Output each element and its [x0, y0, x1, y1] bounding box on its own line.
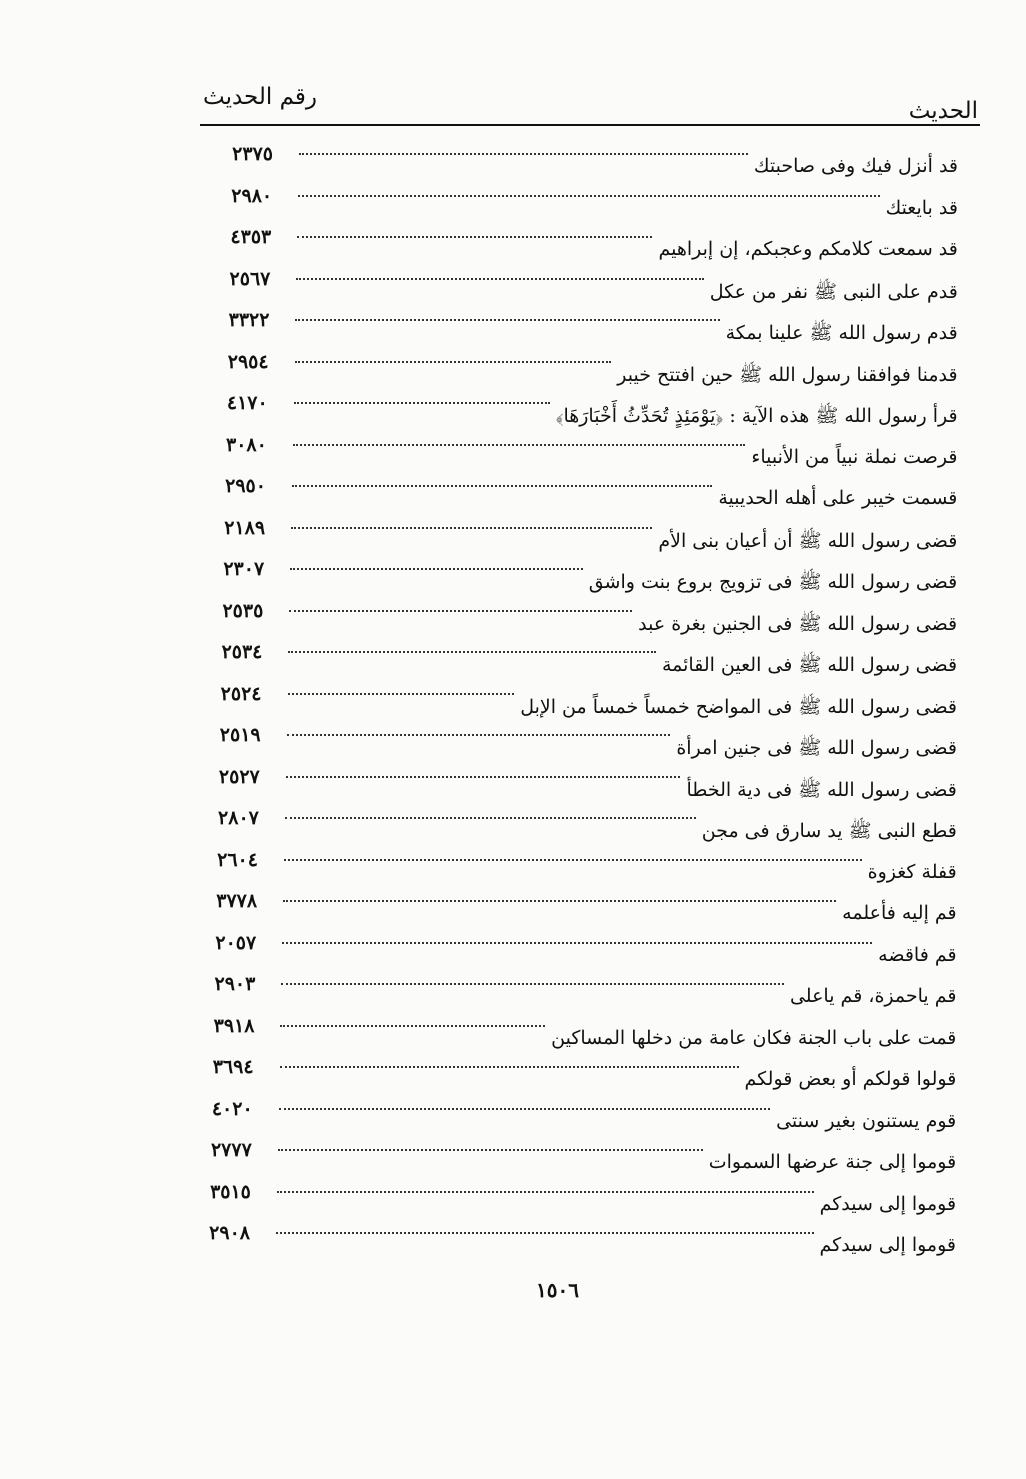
dot-leader [293, 444, 746, 446]
index-entry [0, 185, 1026, 226]
hadith-incipit: قضى رسول الله ﷺ فى المواضح خمساً خمساً من الإبل [520, 695, 957, 718]
hadith-incipit: قضى رسول الله ﷺ أن أعيان بنى الأم [658, 529, 958, 552]
hadith-incipit: قوموا إلى جنة عرضها السموات [708, 1151, 957, 1173]
hadith-incipit: قدمنا فوافقنا رسول الله ﷺ حين افتتح خيبر [617, 363, 958, 386]
hadith-incipit: قد سمعت كلامكم وعجبكم، إن إبراهيم [658, 238, 958, 260]
dot-leader [285, 817, 696, 819]
dot-leader [288, 651, 656, 653]
index-entry [0, 890, 1026, 931]
hadith-number: ٢٥٢٧ [218, 765, 260, 788]
index-entry [0, 766, 1026, 807]
hadith-number: ٣٥١٥ [210, 1180, 251, 1203]
hadith-incipit: قوموا إلى سيدكم [819, 1192, 957, 1215]
index-entry [0, 434, 1026, 475]
hadith-incipit: قد بايعتك [885, 196, 958, 219]
hadith-number: ٢١٨٩ [224, 516, 266, 539]
hadith-number: ٢٩٠٣ [214, 973, 256, 995]
hadith-incipit: قفلة كغزوة [867, 860, 957, 883]
index-entry [0, 517, 1026, 558]
hadith-incipit: قد أنزل فيك وفى صاحبتك [753, 155, 958, 177]
hadith-incipit: قم إليه فأعلمه [842, 902, 957, 924]
dot-leader [276, 1232, 814, 1234]
hadith-number: ٢٥٦٧ [229, 267, 271, 290]
dot-leader [290, 568, 583, 570]
hadith-number: ٣٧٧٨ [216, 890, 258, 912]
dot-leader [280, 1025, 545, 1027]
index-entry [0, 807, 1026, 848]
index-entry [0, 143, 1026, 184]
dot-leader [287, 734, 671, 736]
dot-leader [288, 693, 515, 695]
hadith-number: ٤١٧٠ [226, 392, 268, 414]
dot-leader [295, 319, 719, 321]
index-entry [0, 1139, 1026, 1180]
index-entry [0, 600, 1026, 641]
hadith-number: ٣٣٢٢ [228, 309, 270, 331]
dot-leader [286, 776, 681, 778]
hadith-incipit: قرصت نملة نبياً من الأنبياء [751, 445, 958, 468]
column-header-hadith-number: رقم الحديث [203, 84, 318, 110]
hadith-number: ٢٦٠٤ [217, 848, 258, 871]
dot-leader [282, 942, 872, 944]
hadith-incipit: قضى رسول الله ﷺ فى الجنين بغرة عبد [638, 612, 958, 635]
hadith-number: ٤٣٥٣ [230, 226, 272, 248]
index-entry [0, 641, 1026, 682]
index-entry [0, 1015, 1026, 1056]
hadith-number: ٤٠٢٠ [211, 1097, 253, 1120]
hadith-incipit: قرأ رسول الله ﷺ هذه الآية : ﴿يَوْمَئِذٍ تُحَدِّثُ أَخْبَارَهَا﴾ [555, 405, 958, 427]
hadith-incipit: قوموا إلى سيدكم [819, 1234, 956, 1256]
hadith-incipit: قولوا قولكم أو بعض قولكم [744, 1068, 957, 1090]
index-entry [0, 1098, 1026, 1139]
index-entry [0, 683, 1026, 724]
hadith-number: ٣٠٨٠ [225, 433, 267, 456]
hadith-number: ٢٠٥٧ [215, 931, 257, 954]
hadith-number: ٢٩٠٨ [209, 1222, 250, 1244]
hadith-number: ٢٥٣٥ [222, 599, 264, 622]
index-entry [0, 268, 1026, 309]
index-entry [0, 558, 1026, 599]
index-entry [0, 932, 1026, 973]
hadith-number: ٢٥٣٤ [221, 641, 263, 663]
dot-leader [297, 236, 652, 238]
hadith-number: ٢٩٥٤ [227, 350, 269, 373]
hadith-incipit: قسمت خيبر على أهله الحديبية [718, 487, 958, 509]
hadith-incipit: قدم على النبى ﷺ نفر من عكل [709, 280, 958, 303]
index-entry [0, 973, 1026, 1014]
dot-leader [279, 1108, 770, 1110]
index-entry [0, 309, 1026, 350]
hadith-incipit: قدم رسول الله ﷺ علينا بمكة [725, 322, 958, 344]
dot-leader [292, 485, 712, 487]
index-entry [0, 1056, 1026, 1097]
hadith-number: ٢٨٠٧ [218, 807, 259, 829]
dot-leader [281, 983, 784, 985]
hadith-incipit: قم فاقضه [878, 943, 957, 966]
index-entry [0, 1181, 1026, 1222]
hadith-incipit: قضى رسول الله ﷺ فى العين القائمة [661, 654, 958, 676]
hadith-number: ٢٩٨٠ [231, 184, 273, 207]
dot-leader [298, 195, 879, 197]
index-entry [0, 475, 1026, 516]
hadith-number: ٢٥٢٤ [220, 682, 262, 705]
index-entry [0, 392, 1026, 433]
index-entry [0, 226, 1026, 267]
hadith-incipit: قوم يستنون بغير سنتى [776, 1109, 957, 1132]
hadith-number: ٣٩١٨ [213, 1014, 255, 1037]
hadith-incipit: قمت على باب الجنة فكان عامة من دخلها المساكين [551, 1026, 957, 1049]
index-entry [0, 849, 1026, 890]
dot-leader [284, 859, 862, 861]
hadith-incipit: قضى رسول الله ﷺ فى تزويج بروع بنت واشق [588, 571, 958, 593]
hadith-number: ٢٣٠٧ [223, 558, 265, 580]
hadith-incipit: قم ياحمزة، قم ياعلى [789, 985, 957, 1007]
dot-leader [291, 527, 652, 529]
page-number: ١٥٠٦ [536, 1278, 579, 1302]
header-rule [200, 124, 980, 126]
index-entry [0, 724, 1026, 765]
hadith-number: ٢٧٧٧ [210, 1139, 252, 1161]
dot-leader [277, 1191, 814, 1193]
index-entry [0, 351, 1026, 392]
dot-leader [289, 610, 632, 612]
hadith-incipit: قضى رسول الله ﷺ فى جنين امرأة [676, 737, 957, 759]
hadith-incipit: قطع النبى ﷺ يد سارق فى مجن [701, 820, 957, 842]
hadith-number: ٢٩٥٠ [225, 475, 266, 497]
dot-leader [280, 1066, 739, 1068]
hadith-number: ٢٥١٩ [219, 724, 261, 746]
dot-leader [283, 900, 836, 902]
dot-leader [278, 1149, 703, 1151]
index-entry [0, 1222, 1026, 1263]
hadith-incipit: قضى رسول الله ﷺ فى دية الخطأ [686, 778, 957, 801]
dot-leader [299, 153, 748, 155]
hadith-number: ٢٣٧٥ [232, 143, 273, 165]
hadith-number: ٣٦٩٤ [212, 1056, 254, 1078]
dot-leader [294, 402, 550, 404]
column-header-hadith: الحديث [908, 98, 978, 124]
dot-leader [296, 278, 703, 280]
dot-leader [295, 361, 612, 363]
